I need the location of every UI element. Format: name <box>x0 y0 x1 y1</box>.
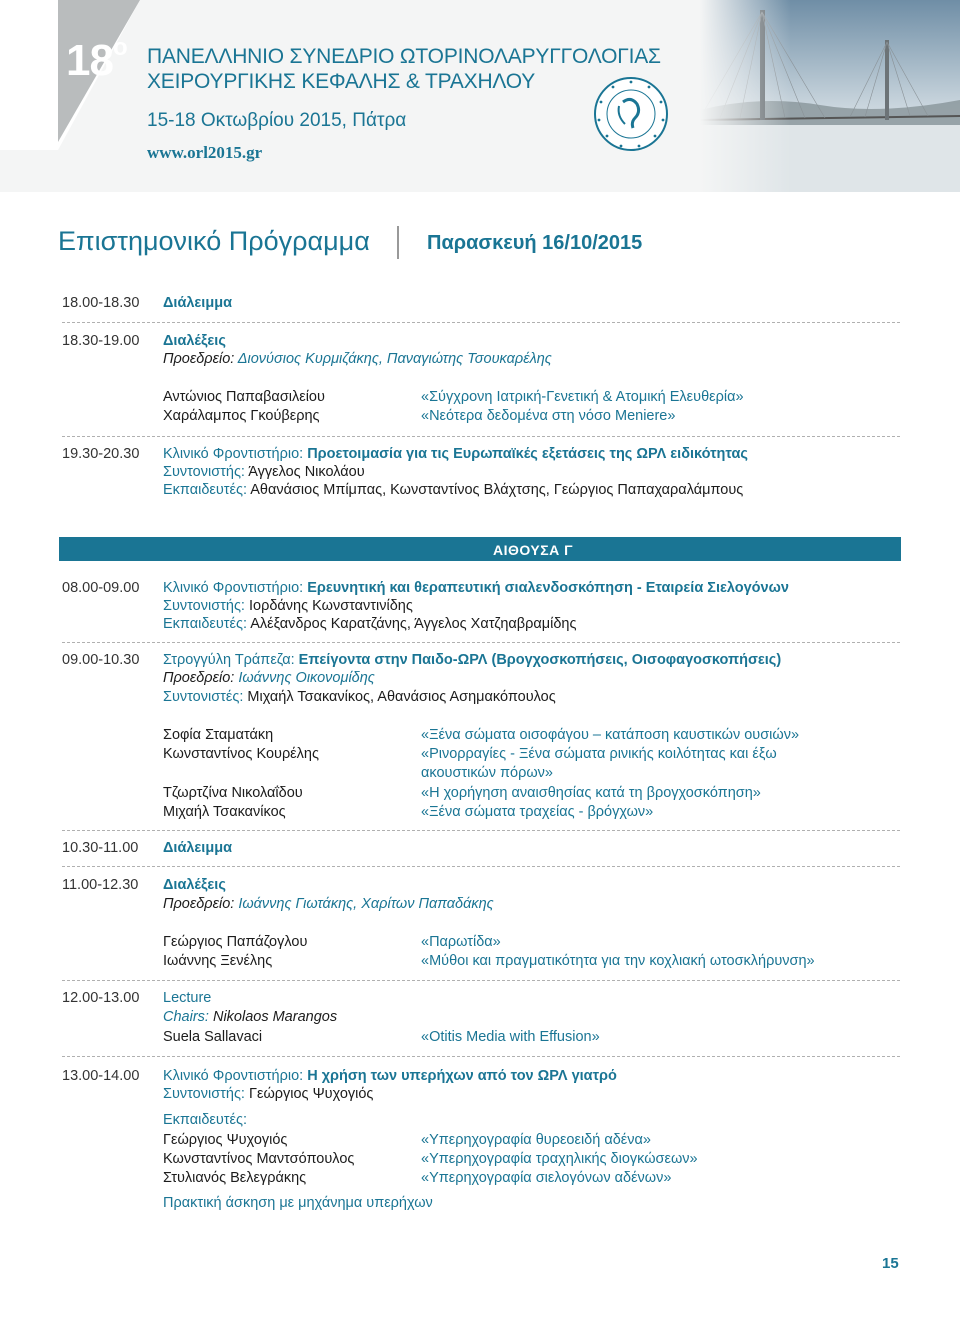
talk-speaker: Χαράλαμπος Γκούβερης <box>163 408 320 424</box>
session-chairs: Προεδρείο: Ιωάννης Γιωτάκης, Χαρίτων Παπαδάκης <box>163 896 494 912</box>
session-chairs: Προεδρείο: Διονύσιος Κυρμιζάκης, Παναγιώτης Τσουκαρέλης <box>163 351 552 367</box>
talk-topic: «Η χορήγηση αναισθησίας κατά τη βρογχοσκόπηση» <box>421 785 761 801</box>
divider <box>62 322 900 323</box>
session-chairs: Chairs: Nikolaos Marangos <box>163 1009 338 1025</box>
session-title: Διαλέξεις <box>163 333 226 349</box>
divider <box>62 866 900 867</box>
session-time: 10.30-11.00 <box>62 840 139 856</box>
session-time: 18.30-19.00 <box>62 333 140 349</box>
conference-header <box>0 0 960 192</box>
session-coordinator: Συντονιστής: Ιορδάνης Κωνσταντινίδης <box>163 598 413 614</box>
conference-title-line1: ΠΑΝΕΛΛΗΝΙΟ ΣΥΝΕΔΡΙΟ ΩΤΟΡΙΝΟΛΑΡΥΓΓΟΛΟΓΙΑΣ <box>147 45 661 68</box>
session-trainers: Εκπαιδευτές: Αθανάσιος Μπίμπας, Κωνσταντίνος Βλάχτσης, Γεώργιος Παπαχαραλάμπους <box>163 482 744 498</box>
trainers-label: Εκπαιδευτές: <box>163 1112 247 1128</box>
session-heading: Κλινικό Φροντιστήριο: Ερευνητική και θεραπευτική σιαλενδοσκόπηση - Εταιρεία Σιελογόνων <box>163 580 789 596</box>
session-title: Διάλειμμα <box>163 295 232 311</box>
talk-topic-continued: ακουστικών πόρων» <box>421 765 553 781</box>
session-heading: Κλινικό Φροντιστήριο: Προετοιμασία για τις Ευρωπαϊκές εξετάσεις της ΩΡΛ ειδικότητας <box>163 446 748 462</box>
session-title: Διαλέξεις <box>163 877 226 893</box>
talk-speaker: Σοφία Σταματάκη <box>163 727 274 743</box>
session-time: 18.00-18.30 <box>62 295 140 311</box>
conference-dates: 15-18 Οκτωβρίου 2015, Πάτρα <box>147 110 407 131</box>
session-chair: Προεδρείο: Ιωάννης Οικονομίδης <box>163 670 375 686</box>
session-heading: Στρογγύλη Τράπεζα: Επείγοντα στην Παιδο-ΩΡΛ (Βρογχοσκοπήσεις, Οισοφαγοσκοπήσεις) <box>163 652 782 668</box>
session-time: 19.30-20.30 <box>62 446 140 462</box>
divider <box>62 436 900 437</box>
session-heading: Κλινικό Φροντιστήριο: Η χρήση των υπερήχων από τον ΩΡΛ γιατρό <box>163 1068 617 1084</box>
divider <box>62 830 900 831</box>
session-trainers: Εκπαιδευτές: Αλέξανδρος Καρατζάνης, Άγγελος Χατζηαβραμίδης <box>163 616 577 632</box>
divider <box>62 980 900 981</box>
talk-speaker: Αντώνιος Παπαβασιλείου <box>163 389 325 405</box>
edition-number: $18^o$ <box>66 34 127 85</box>
divider <box>62 1056 900 1057</box>
talk-topic: «Υπερηχογραφία θυρεοειδή αδένα» <box>421 1132 651 1148</box>
practice-note: Πρακτική άσκηση με μηχάνημα υπερήχων <box>163 1195 433 1211</box>
talk-speaker: Τζωρτζίνα Νικολαΐδου <box>163 785 303 801</box>
talk-topic: «Νεότερα δεδομένα στη νόσο Meniere» <box>421 408 676 424</box>
session-time: 09.00-10.30 <box>62 652 140 668</box>
program-title: Επιστημονικό Πρόγραμμα <box>58 226 370 256</box>
talk-topic: «Υπερηχογραφία σιελογόνων αδένων» <box>421 1170 672 1186</box>
talk-topic: «Ξένα σώματα οισοφάγου – κατάποση καυστικών ουσιών» <box>421 727 800 743</box>
session-time: 12.00-13.00 <box>62 990 140 1006</box>
talk-topic: «Ξένα σώματα τραχείας - βρόγχων» <box>421 804 654 820</box>
talk-speaker: Στυλιανός Βελεγράκης <box>163 1170 307 1186</box>
talk-topic: «Μύθοι και πραγματικότητα για την κοχλιακή ωτοσκλήρυνση» <box>421 953 815 969</box>
society-seal-logo <box>593 76 669 152</box>
session-title: Lecture <box>163 990 212 1006</box>
talk-speaker: Γεώργιος Παπάζογλου <box>163 934 308 950</box>
divider <box>62 642 900 643</box>
session-coordinator: Συντονιστής: Άγγελος Νικολάου <box>163 464 365 480</box>
session-title: Διάλειμμα <box>163 840 232 856</box>
page-number: 15 <box>882 1255 899 1272</box>
talk-speaker: Γεώργιος Ψυχογιός <box>163 1132 288 1148</box>
talk-topic: «Υπερηχογραφία τραχηλικής διογκώσεων» <box>421 1151 698 1167</box>
talk-speaker: Μιχαήλ Τσακανίκος <box>163 804 286 820</box>
session-coordinators: Συντονιστές: Μιχαήλ Τσακανίκος, Αθανάσιος Ασημακόπουλος <box>163 689 556 705</box>
hall-banner <box>59 537 901 561</box>
talk-speaker: Κωνσταντίνος Κουρέλης <box>163 746 319 762</box>
session-time: 13.00-14.00 <box>62 1068 140 1084</box>
talk-topic: «Σύγχρονη Ιατρική-Γενετική & Ατομική Ελευθερία» <box>421 389 744 405</box>
talk-topic: «Ρινορραγίες - Ξένα σώματα ρινικής κοιλότητας και έξω <box>421 746 777 762</box>
title-separator <box>397 226 399 259</box>
session-time: 11.00-12.30 <box>62 877 139 893</box>
conference-url[interactable]: www.orl2015.gr <box>147 143 263 162</box>
talk-speaker: Ιωάννης Ξενέλης <box>163 953 273 969</box>
program-day: Παρασκευή 16/10/2015 <box>427 232 643 254</box>
session-coordinator: Συντονιστής: Γεώργιος Ψυχογιός <box>163 1086 374 1102</box>
talk-topic: «Otitis Media with Effusion» <box>421 1029 600 1045</box>
talk-topic: «Παρωτίδα» <box>421 934 501 950</box>
session-time: 08.00-09.00 <box>62 580 140 596</box>
talk-speaker: Κωνσταντίνος Μαντσόπουλος <box>163 1151 355 1167</box>
talk-speaker: Suela Sallavaci <box>163 1029 263 1045</box>
hall-name: ΑΙΘΟΥΣΑ Γ <box>493 542 574 558</box>
conference-title-line2: ΧΕΙΡΟΥΡΓΙΚΗΣ ΚΕΦΑΛΗΣ & ΤΡΑΧΗΛΟΥ <box>147 70 536 93</box>
bridge-photo <box>700 0 960 192</box>
